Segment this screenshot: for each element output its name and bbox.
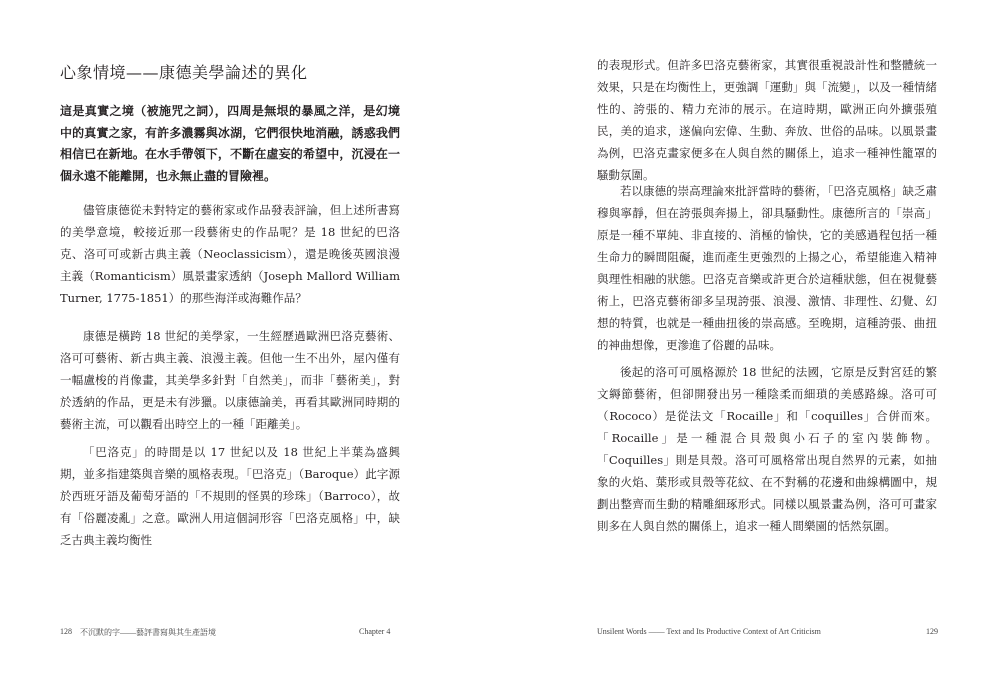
body-paragraph: 後起的洛可可風格源於 18 世紀的法國，它原是反對宮廷的繁文縟節藝術，但卻開發出另一種陰柔而細瑣的美感路線。洛可可（Rococo）是從法文「Rocaille」和「coquilles」合併而來。「Rocaille」是一種混合貝殼與小石子的室內裝飾物。「Coquilles」則是貝殼。洛可可風格常出現自然界的元素，如抽象的火焰、葉形或貝殼等花紋、在不對稱的花邊和曲線構圖中，規劃出整齊而生動的精雕細琢形式。同樣以風景畫為例，洛可可畫家則多在人與自然的關係上，追求一種人間樂園的恬然氛圍。	[597, 365, 937, 533]
body-paragraph: 康德是橫跨 18 世紀的美學家，一生經歷過歐洲巴洛克藝術、洛可可藝術、新古典主義、浪漫主義。但他一生不出外，屋內僅有一幅盧梭的肖像畫，其美學多針對「自然美」，而非「藝術美」，對於透納的作品，更是未有涉獵。以康德論美，再看其歐洲同時期的藝術主流，可以觀看出時空上的一種「距離美」。	[60, 329, 400, 431]
running-footer-chapter: Chapter 4	[359, 627, 391, 636]
page-number: 129	[926, 627, 938, 636]
body-paragraph: 若以康德的崇高理論來批評當時的藝術，「巴洛克風格」缺乏肅穆與寧靜，但在誇張與奔揚上，卻具騷動性。康德所言的「崇高」原是一種不單純、非直接的、消極的愉快，它的美感過程包括一種生命力的瞬間阻礙，進而產生更強烈的上揚之心，希望能進入精神與理性相融的狀態。巴洛克音樂或許更合於這種狀態，但在視覺藝術上，巴洛克藝術卻多呈現誇張、浪漫、激情、非理性、幻覺、幻想的特質，也就是一種曲扭後的崇高感。至晚期，這種誇張、曲扭的神曲想像，更滲進了俗麗的品味。	[597, 184, 937, 352]
chapter-section-title: 心象情境——康德美學論述的異化	[60, 63, 308, 82]
body-paragraph: 「巴洛克」的時間是以 17 世紀以及 18 世紀上半葉為盛興期，並多指建築與音樂的風格表現。「巴洛克」（Baroque）此字源於西班牙語及葡萄牙語的「不規則的怪異的珍珠」（Barroco），故有「俗麗凌亂」之意。歐洲人用這個詞形容「巴洛克風格」中，缺乏古典主義均衡性	[60, 445, 400, 547]
epigraph-quote: 這是真實之境（被施咒之詞），四周是無垠的暴風之洋，是幻境中的真實之家，有許多濃霧與冰湖，它們很快地消融，誘惑我們相信已在新地。在水手帶領下，不斷在虛妄的希望中，沉浸在一個永遠不能離開，也永無止盡的冒險裡。	[60, 104, 400, 183]
body-paragraph-continued: 的表現形式。但許多巴洛克藝術家，其實很重視設計性和整體統一效果，只是在均衡性上，更強調「運動」與「流變」，以及一種情緒性的、誇張的、精力充沛的展示。在這時期，歐洲正向外擴張殖民，美的追求，遂偏向宏偉、生動、奔放、世俗的品味。以風景畫為例，巴洛克畫家便多在人與自然的關係上，追求一種神性籠罩的騷動氛圍。	[597, 58, 937, 182]
body-paragraph: 儘管康德從未對特定的藝術家或作品發表評論，但上述所書寫的美學意境，較接近那一段藝術史的作品呢？是 18 世紀的巴洛克、洛可可或新古典主義（Neoclassicism），還是晚後英國浪漫主義（Romanticism）風景畫家透納（Joseph Mallord William Turner, 1775-1851）的那些海洋或海難作品？	[60, 203, 400, 305]
running-footer-book-title: 不沉默的字——藝評書寫與其生產語境	[80, 628, 216, 637]
page-number: 128	[60, 627, 72, 636]
running-footer-book-title: Unsilent Words —— Text and Its Productive Context of Art Criticism	[597, 627, 821, 636]
right-page	[500, 0, 1000, 677]
